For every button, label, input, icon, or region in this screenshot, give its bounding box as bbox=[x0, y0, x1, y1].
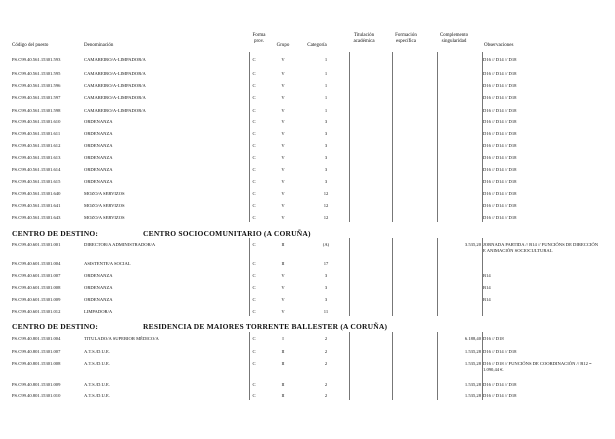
column-divider bbox=[349, 238, 350, 316]
row-forma: C bbox=[252, 57, 256, 62]
row-grupo: V bbox=[281, 203, 285, 208]
row-denominacion: ASISTENTE/A SOCIAL bbox=[84, 261, 131, 266]
row-code: PS.C99.40.601.15301.008 bbox=[12, 285, 61, 290]
row-grupo: V bbox=[281, 179, 285, 184]
row-code: PS.C99.40.561.15301.641 bbox=[12, 203, 61, 208]
row-grupo: V bbox=[281, 215, 285, 220]
row-code: PS.C99.40.561.15301.596 bbox=[12, 83, 61, 88]
row-grupo: V bbox=[281, 191, 285, 196]
row-categoria: 3 bbox=[324, 119, 328, 124]
row-code: PS.C99.40.601.15301.007 bbox=[12, 273, 61, 278]
header-grupo: Grupo bbox=[276, 43, 290, 48]
row-observaciones: B14 bbox=[483, 297, 491, 302]
section-heading bbox=[12, 229, 311, 238]
row-categoria: 3 bbox=[324, 143, 328, 148]
column-divider bbox=[392, 332, 393, 400]
row-observaciones: B14 bbox=[483, 285, 491, 290]
row-categoria: 3 bbox=[324, 167, 328, 172]
column-divider bbox=[349, 332, 350, 400]
row-denominacion: ORDENANZA bbox=[84, 179, 113, 184]
column-divider bbox=[249, 52, 250, 222]
row-denominacion: CAMAREIRO/A-LIMPADOR/A bbox=[84, 57, 146, 62]
row-complemento: 1.535,28 bbox=[464, 393, 481, 398]
row-code: PS.C99.40.801.15301.004 bbox=[12, 336, 61, 341]
column-divider bbox=[392, 52, 393, 222]
row-code: PS.C99.40.561.15301.612 bbox=[12, 143, 61, 148]
row-forma: C bbox=[252, 83, 256, 88]
row-code: PS.C99.40.801.15301.009 bbox=[12, 382, 61, 387]
row-forma: C bbox=[252, 215, 256, 220]
header-titulacion: Titulación académica bbox=[353, 33, 375, 44]
row-observaciones: D16 // D18 bbox=[483, 336, 504, 341]
header-complemento: Complemento singularidad bbox=[439, 33, 469, 44]
row-grupo: II bbox=[281, 242, 285, 247]
row-observaciones: D16 // D14 // D18 bbox=[483, 167, 517, 172]
row-code: PS.C99.40.601.15301.012 bbox=[12, 309, 61, 314]
row-categoria: 12 bbox=[323, 203, 329, 208]
row-code: PS.C99.40.561.15301.613 bbox=[12, 155, 61, 160]
row-grupo: V bbox=[281, 285, 285, 290]
row-grupo: V bbox=[281, 71, 285, 76]
row-categoria: 1 bbox=[324, 108, 328, 113]
row-forma: C bbox=[252, 191, 256, 196]
row-denominacion: A.T.S./D.U.E. bbox=[84, 382, 110, 387]
row-complemento: 6.188,40 bbox=[464, 336, 481, 341]
row-categoria: 12 bbox=[323, 215, 329, 220]
column-divider bbox=[482, 52, 483, 222]
column-divider bbox=[349, 52, 350, 222]
row-denominacion: TITULADO/A SUPERIOR MÉDICO/A bbox=[84, 336, 159, 341]
row-observaciones: D16 // D14 // D18 bbox=[483, 143, 517, 148]
row-observaciones: D16 // D14 // D18 bbox=[483, 95, 517, 100]
row-grupo: V bbox=[281, 83, 285, 88]
row-code: PS.C99.40.561.15301.595 bbox=[12, 71, 61, 76]
row-grupo: I bbox=[282, 336, 284, 341]
row-observaciones: D16 // D14 // D18 bbox=[483, 131, 517, 136]
row-denominacion: ORDENANZA bbox=[84, 273, 113, 278]
row-observaciones: B14 bbox=[483, 273, 491, 278]
row-denominacion: ORDENANZA bbox=[84, 143, 113, 148]
row-denominacion: A.T.S./D.U.E. bbox=[84, 349, 110, 354]
row-grupo: V bbox=[281, 95, 285, 100]
row-categoria: 2 bbox=[324, 393, 328, 398]
row-code: PS.C99.40.601.15301.009 bbox=[12, 297, 61, 302]
row-denominacion: DIRECTOR/A ADMINISTRADOR/A bbox=[84, 242, 156, 247]
row-categoria: 2 bbox=[324, 349, 328, 354]
row-observaciones: D16 // D14 // D18 bbox=[483, 215, 517, 220]
row-forma: C bbox=[252, 309, 256, 314]
row-grupo: II bbox=[281, 393, 285, 398]
row-categoria: 3 bbox=[324, 297, 328, 302]
row-denominacion: A.T.S./D.U.E. bbox=[84, 393, 110, 398]
row-categoria: 2 bbox=[324, 361, 328, 366]
row-forma: C bbox=[252, 285, 256, 290]
row-forma: C bbox=[252, 273, 256, 278]
row-forma: C bbox=[252, 179, 256, 184]
row-denominacion: A.T.S./D.U.E. bbox=[84, 361, 110, 366]
row-grupo: V bbox=[281, 57, 285, 62]
row-complemento: 1.535,28 bbox=[464, 349, 481, 354]
row-forma: C bbox=[252, 119, 256, 124]
row-observaciones: D16 // D14 // D18 bbox=[483, 191, 517, 196]
row-complemento: 1.535,28 bbox=[464, 361, 481, 366]
header-denominacion: Denominación bbox=[84, 43, 114, 48]
row-code: PS.C99.40.561.15301.615 bbox=[12, 179, 61, 184]
row-code: PS.C99.40.601.15301.004 bbox=[12, 261, 61, 266]
row-categoria: 11 bbox=[323, 309, 329, 314]
row-categoria: 1 bbox=[324, 71, 328, 76]
row-denominacion: MOZO/A SERVIZOS bbox=[84, 215, 125, 220]
row-code: PS.C99.40.801.15301.007 bbox=[12, 349, 61, 354]
row-code: PS.C99.40.561.15301.611 bbox=[12, 131, 61, 136]
row-grupo: II bbox=[281, 361, 285, 366]
row-code: PS.C99.40.561.15301.593 bbox=[12, 57, 61, 62]
section-heading bbox=[12, 322, 388, 331]
row-observaciones: D16 // D14 // D18 bbox=[483, 203, 517, 208]
row-observaciones: D16 // D14 // D18 bbox=[483, 155, 517, 160]
row-forma: C bbox=[252, 336, 256, 341]
row-forma: C bbox=[252, 143, 256, 148]
row-observaciones: D16 // D14 // D18 bbox=[483, 393, 517, 398]
row-code: PS.C99.40.561.15301.598 bbox=[12, 108, 61, 113]
row-code: PS.C99.40.561.15301.610 bbox=[12, 119, 61, 124]
column-divider bbox=[437, 238, 438, 316]
column-divider bbox=[392, 238, 393, 316]
row-observaciones: D16 // D14 // D18 bbox=[483, 349, 517, 354]
row-grupo: V bbox=[281, 155, 285, 160]
row-categoria: 3 bbox=[324, 179, 328, 184]
row-forma: C bbox=[252, 261, 256, 266]
row-code: PS.C99.40.801.15301.010 bbox=[12, 393, 61, 398]
section-label: CENTRO DE DESTINO: bbox=[12, 229, 99, 238]
header-forma: Forma prov. bbox=[252, 33, 266, 44]
row-grupo: V bbox=[281, 143, 285, 148]
row-grupo: V bbox=[281, 297, 285, 302]
row-denominacion: ORDENANZA bbox=[84, 167, 113, 172]
row-grupo: V bbox=[281, 273, 285, 278]
row-forma: C bbox=[252, 155, 256, 160]
row-forma: C bbox=[252, 242, 256, 247]
row-observaciones: D16 // D14 // D18 bbox=[483, 382, 517, 387]
row-denominacion: CAMAREIRO/A-LIMPADOR/A bbox=[84, 108, 146, 113]
row-observaciones: D16 // D18 // FUNCIÓNS DE COORDINACIÓN // B12 = 1.090,44 €. bbox=[483, 361, 592, 372]
row-categoria: 12 bbox=[323, 191, 329, 196]
row-categoria: 1 bbox=[324, 95, 328, 100]
row-forma: C bbox=[252, 297, 256, 302]
row-code: PS.C99.40.561.15301.614 bbox=[12, 167, 61, 172]
section-place: RESIDENCIA DE MAIORES TORRENTE BALLESTER (A CORUÑA) bbox=[143, 322, 388, 331]
row-grupo: V bbox=[281, 119, 285, 124]
row-forma: C bbox=[252, 95, 256, 100]
row-forma: C bbox=[252, 71, 256, 76]
row-observaciones: D16 // D14 // D18 bbox=[483, 57, 517, 62]
row-grupo: II bbox=[281, 382, 285, 387]
row-forma: C bbox=[252, 203, 256, 208]
row-categoria: 17 bbox=[323, 261, 329, 266]
section-place: CENTRO SOCIOCOMUNITARIO (A CORUÑA) bbox=[143, 229, 311, 238]
row-categoria: 3 bbox=[324, 285, 328, 290]
row-categoria: 2 bbox=[324, 336, 328, 341]
row-denominacion: ORDENANZA bbox=[84, 297, 113, 302]
row-categoria: 1 bbox=[324, 83, 328, 88]
row-code: PS.C99.40.801.15301.008 bbox=[12, 361, 61, 366]
row-denominacion: CAMAREIRO/A-LIMPADOR/A bbox=[84, 83, 146, 88]
row-denominacion: ORDENANZA bbox=[84, 155, 113, 160]
header-categoria: Categoría bbox=[307, 43, 327, 48]
row-forma: C bbox=[252, 361, 256, 366]
row-categoria: (A) bbox=[322, 242, 330, 247]
row-denominacion: CAMAREIRO/A-LIMPADOR/A bbox=[84, 95, 146, 100]
row-categoria: 3 bbox=[324, 155, 328, 160]
header-formacion: Formación específica bbox=[395, 33, 417, 44]
header-codigo: Código del puesto bbox=[12, 43, 49, 48]
row-forma: C bbox=[252, 382, 256, 387]
row-denominacion: MOZO/A SERVIZOS bbox=[84, 191, 125, 196]
row-code: PS.C99.40.561.15301.643 bbox=[12, 215, 61, 220]
row-denominacion: LIMPADOR/A bbox=[84, 309, 113, 314]
row-forma: C bbox=[252, 393, 256, 398]
section-label: CENTRO DE DESTINO: bbox=[12, 322, 99, 331]
row-denominacion: ORDENANZA bbox=[84, 119, 113, 124]
row-code: PS.C99.40.601.15301.001 bbox=[12, 242, 61, 247]
row-categoria: 3 bbox=[324, 273, 328, 278]
row-forma: C bbox=[252, 349, 256, 354]
row-grupo: V bbox=[281, 131, 285, 136]
row-observaciones: JORNADA PARTIDA // B14 // FUNCIÓNS DE DIRECCIÓN E ANIMACIÓN SOCIOCULTURAL bbox=[483, 242, 599, 253]
row-categoria: 3 bbox=[324, 131, 328, 136]
row-complemento: 3.535,20 bbox=[464, 242, 481, 247]
row-observaciones: D16 // D14 // D18 bbox=[483, 108, 517, 113]
row-observaciones: D16 // D14 // D18 bbox=[483, 71, 517, 76]
row-categoria: 2 bbox=[324, 382, 328, 387]
row-categoria: 1 bbox=[324, 57, 328, 62]
row-grupo: II bbox=[281, 349, 285, 354]
row-forma: C bbox=[252, 167, 256, 172]
row-observaciones: D16 // D14 // D18 bbox=[483, 119, 517, 124]
row-forma: C bbox=[252, 108, 256, 113]
row-forma: C bbox=[252, 131, 256, 136]
row-denominacion: CAMAREIRO/A-LIMPADOR/A bbox=[84, 71, 146, 76]
row-observaciones: D16 // D14 // D18 bbox=[483, 179, 517, 184]
row-code: PS.C99.40.561.15301.597 bbox=[12, 95, 61, 100]
row-denominacion: ORDENANZA bbox=[84, 131, 113, 136]
row-code: PS.C99.40.561.15301.640 bbox=[12, 191, 61, 196]
row-grupo: V bbox=[281, 309, 285, 314]
row-observaciones: D16 // D14 // D18 bbox=[483, 83, 517, 88]
header-observaciones: Observaciones bbox=[484, 43, 514, 48]
row-grupo: II bbox=[281, 261, 285, 266]
column-divider bbox=[437, 52, 438, 222]
row-denominacion: ORDENANZA bbox=[84, 285, 113, 290]
row-grupo: V bbox=[281, 167, 285, 172]
row-grupo: V bbox=[281, 108, 285, 113]
row-denominacion: MOZO/A SERVIZOS bbox=[84, 203, 125, 208]
row-complemento: 1.535,28 bbox=[464, 382, 481, 387]
column-divider bbox=[437, 332, 438, 400]
